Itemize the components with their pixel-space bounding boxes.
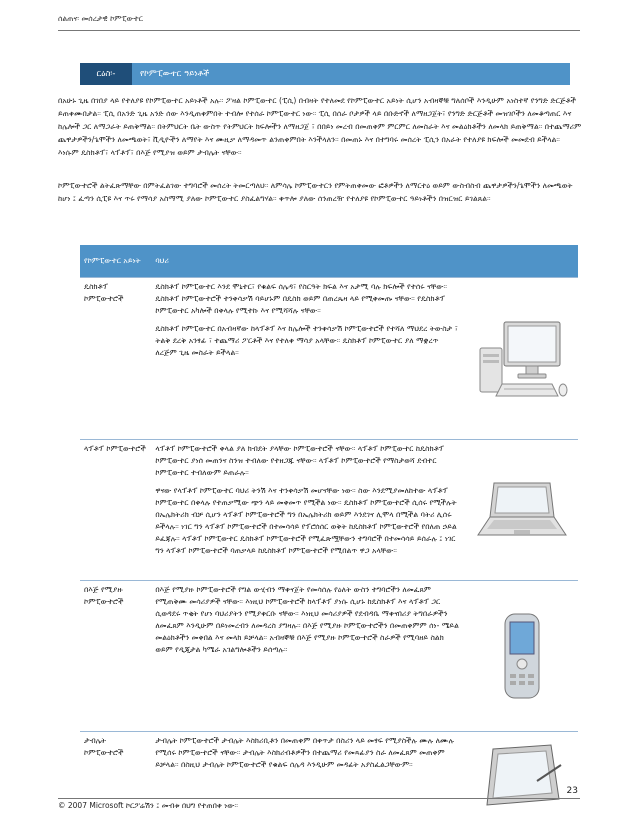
laptop-computer-icon <box>476 477 568 543</box>
page-number: 23 <box>566 786 578 796</box>
footer-divider <box>58 798 580 799</box>
description-paragraph: ዋናው የላፕቶፕ ኮምፒውተር ባህሪ ትንሽ እና ተንቀሳቃሽ መሆናቸው ነው። ስው እንደሚያመለከተው ላፕቶፕ ኮምፒውተር በቀላሉ የተጠቃሚው ጭን ላይ መቀመጥ የሚችል ነው። ዴስክቶፕ ኮምፒውተሮች ሲሰሩ የሚችሉት በኤሌክትሪክ ብቻ ሲሆን ላፕቶፕ ኮምፒውተሮች ግን በኤሌክትሪክ ወይም እንደገና ሊሞላ በሚችል ባትሪ ሊሰሩ ይችላሉ። ነገር ግን ላፕቶፕ ኮምፒውተሮች በተመሳሳይ የፕሮሰሰር ወቅት ከዴስክቶፕ ኮምፒውተሮች የበለጠ ኃይል ይፈጃሉ። ላፕቶፕ ኮምፒውተር ዴስክቶፕ ኮምፒውተሮች የሚፈጽሟቸውን ተግባሮች በተመሳሳይ ይሰራሉ ፤ ነገር ግን ላፕቶፕ ኮምፒውተሮች ባጠቃላይ ከዴስክቶፕ ኮምፒውተሮች የሚበልጥ ዋጋ አላቸው። <box>155 486 457 555</box>
row-image-cell <box>466 732 578 821</box>
computer-types-table <box>80 245 578 820</box>
description-paragraph: ታብሌት ኮምፒውተሮች ታብሌት እስክሪቢቶን በመጠቀም በቀጥታ በስሪን ላይ መፃፍ የሚያስችሉ ሙሉ ለሙሉ የሚሰሩ ኮምፒውተሮች ናቸው። ታብሌት እስክሪብቶዎችን በተጨማሪ የመጻፊያን ስራ ለመፈጸም መጠቀም ይቻላል። በስዚህ ታብሌት ኮምፒውተሮች የቁልፍ ሰሌዳ እንዲሁም መዳፊት አያስፈልጋቸውም። <box>155 736 454 769</box>
table-row-desktop <box>80 278 578 440</box>
row-type: በእጅ የሚያዙ ኮምፒውተሮች <box>80 581 151 732</box>
lesson-bar <box>80 63 570 85</box>
row-type: ላፕቶፕ ኮምፒውተሮች <box>80 440 151 581</box>
row-image-cell <box>466 581 578 732</box>
row-image-cell <box>466 278 578 440</box>
row-description <box>151 440 466 581</box>
tablet-computer-icon <box>479 741 565 811</box>
table-row-laptop <box>80 440 578 581</box>
header-image <box>466 245 578 278</box>
description-paragraph: በእጅ የሚያዙ ኮምፒውተሮች የግል ውሂብን ማቀናጀት የመሳሰሉ የዕለት ውስን ተግባሮችን ለመፈጸም የሚጠቅሙ መሳሪያዎች ናቸው። እነዚህ ኮምፒውተሮች ከላፕቶፕ ያነሱ ሲሆኑ ከዴስክቶፕ እና ላፕቶፕ ጋር ሲወዳደሩ ጥቂት የሆነ ባህሪያትን የሚያቀርቡ ናቸው። እነዚህ መሳሪያዎች የደብዳቤ ማቀናበሪያ ትግበራዎችን ለመፈጸም እንዲሁም በይነመረብን ለመዳረስ ያግዛሉ። በእጅ የሚያዙ ኮምፒውተሮችን በመጠቀምም ሰነ- ሜይል መልዕክቶችን መቀበል እና መላክ ይቻላል። አብዛኞቹ በእጅ የሚያዙ ኮምፒውተሮች ስራዎች የሚባዘይ ስልክ ወይም የዲጂታል ካሜራ አገልግሎቶችን ይሰጣሉ። <box>155 585 459 654</box>
lesson-title: የኮምፒውተር ዓይነቶች <box>132 63 570 85</box>
page-header: ሰልጠና፡ መሰረታዊ ኮምፒውተር <box>58 14 143 23</box>
description-paragraph: ዴስክቶፕ ኮምፒውተር እንደ ሞኒተር፣ የቁልፍ ሰሌዳ፣ የስርዓት ክፍል እና አታሚ ባሉ ክፍሎች የተሰሩ ናቸው። ዴስክቶፕ ኮምፒውተሮች ተንቀሳቃሽ ባይሆኑም በዴስክ ወይም በጠረጴዛ ላይ የሚቀመጡ ናቸው። የዴስክቶፕ ኮምፒውተር አካሎች በቀላሉ የሚተኩ እና የሚሻሻሉ ናቸው። <box>155 282 448 315</box>
desktop-computer-icon <box>474 314 570 404</box>
table-row-handheld <box>80 581 578 732</box>
table-header-row <box>80 245 578 278</box>
page-footer: © 2007 Microsoft ኮርፖሬሽን ፤ መብቱ በህግ የተጠበቀ ነው። <box>58 801 238 810</box>
selection-paragraph: ኮምፒውተሮች ልትፈጽማቸው በምትፈልገው ተግባሮች መሰረት ትመርጣለህ። ለምሳሌ ኮምፒውተርን የምትጠቀመው ፎቶዎችን ለማርተዕ ወይም ውስብስብ ጨዋታዎችን/ጌሞችን ለመጫወት ከሆነ ፤ ፈጣን ሲፒዩ እና ጥሩ የማሳያ አስማሚ ያለው ኮምፒውተር ያስፈልግሃል። ቀጥሎ ያለው ሰንጠረዥ የተለያዩ የኮምፒውተር ዓይነቶችን በዝርዝር ይገልጸል። <box>58 181 573 203</box>
description-paragraph: ዴስክቶፕ ኮምፒውተር በአብዛኛው ከላፕቶፕ እና ከሌሎች ተንቀሳቃሽ ኮምፒውተሮች የተሻለ ማህደረ ትውስታ ፣ ትልቅ ደረቅ አንፃፊ ፣ ተጨማሪ ፖርቶች እና የተለቀ ማሳያ አላቸው። ዴስክቶፕ ኮምፒውተር ያለ ማቋረጥ ለረጅም ጊዜ መስራት ይችላል። <box>155 324 458 357</box>
header-description: ባህሪ <box>151 245 466 278</box>
description-paragraph: ላፕቶፕ ኮምፒውተሮች ቀላል ያለ ክብደት ያላቸው ኮምፒውተሮች ናቸው። ላፕቶፕ ኮምፒውተር ከዴስክቶፕ ኮምፒውተር ያነሰ መጠንና ስንዝ ተብለው የተዘጋጁ ናቸው። ላፕቶፕ ኮምፒውተሮች የማስታወሻ ደብተር ኮምፒውተር ተብለውም ይጠራሉ። <box>155 444 445 477</box>
row-image-cell <box>466 440 578 581</box>
row-description <box>151 278 466 440</box>
lesson-label: ርዕስ፡- <box>80 63 132 85</box>
row-type: ታብሌት ኮምፒውተሮች <box>80 732 151 821</box>
intro-paragraph: በአሁኑ ጊዜ በገበያ ላይ የተለያዩ የኮምፒውተር አይነቶች አሉ። ፖዛል ኮምፒውተር (ፒሲ) በብዛት የተለመደ የኮምፒውተር አይነት ሲሆን አብዛኞቹ ግለሰቦች እንዲሁም አነስተኛ የንግድ ድርጅቶች ይጠቀሙበታል። ፒሲ በአንድ ጊዜ አንድ ሰው እንዲጠቀምበት ተብሎ የተሰራ ኮምፒውተር ነው። ፒሲ በሰራ ቦታዎች ላይ በቡድኖች ለማዘጋጀት፣ የንግድ ድርጅቶች መዝገቦችን ለመቆጣጠር እና ከሌሎች ጋር ለማጋራት ይጠቅማል። በትምህርት ቤት ውስጥ የትምህርት ክፍሎችን ለማዘጋጀ ፣ በበይነ መረብ በመጠቀም ምርምር ለመስራት እና መልዕክቶችን ለመላክ ይጠቅማል። በተጨማሪም ጨዋታዎችን/ጌሞችን ለመጫወት፣ ቪዲዮችን ለማየት እና ሙዚቃ ለማዳመጥ ልንጠቀምበት እንችላለን። በመጠኑ እና በተግባሩ መሰረት ፒሲን በአራት የተለያዩ ክፍሎች መመደብ ይችላል። እነሱም ዴስክቶፕ፣ ላፕቶፕ፣ በእጅ የሚያዝ ወይም ታብሌት ናቸው። <box>58 96 582 157</box>
row-description <box>151 581 466 732</box>
row-type: ዴስክቶፕ ኮምፒውተሮች <box>80 278 151 440</box>
header-divider <box>58 30 580 31</box>
header-type: የኮምፒውተር አይነት <box>80 245 151 278</box>
handheld-computer-icon <box>497 610 547 702</box>
